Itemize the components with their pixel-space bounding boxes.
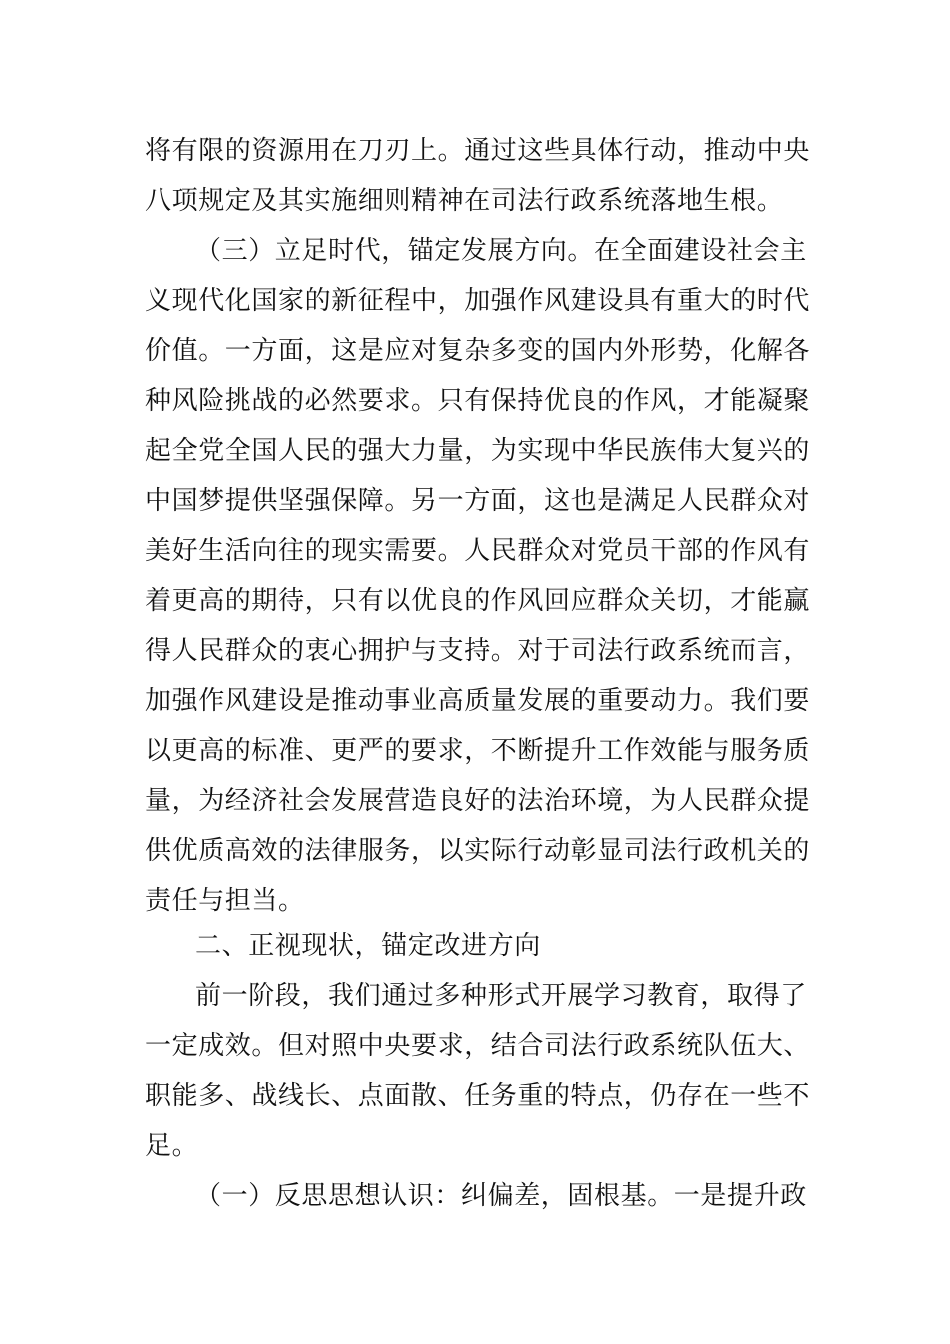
section-heading-1: （一）反思思想认识：纠偏差，固根基。一是提升政 <box>195 1181 807 1211</box>
text-line: 一定成效。但对照中央要求，结合司法行政系统队伍大、 <box>145 1031 811 1061</box>
text-line: 足。 <box>145 1131 199 1161</box>
text-line: 量，为经济社会发展营造良好的法治环境，为人民群众提 <box>145 786 811 816</box>
text-line: 责任与担当。 <box>145 886 305 916</box>
text-line: 前一阶段，我们通过多种形式开展学习教育，取得了 <box>195 981 807 1011</box>
text-line: 供优质高效的法律服务，以实际行动彰显司法行政机关的 <box>145 836 811 866</box>
text-line: 美好生活向往的现实需要。人民群众对党员干部的作风有 <box>145 536 811 566</box>
text-line: 职能多、战线长、点面散、任务重的特点，仍存在一些不 <box>145 1081 811 1111</box>
text-line: 以更高的标准、更严的要求，不断提升工作效能与服务质 <box>145 736 811 766</box>
text-line: 八项规定及其实施细则精神在司法行政系统落地生根。 <box>145 186 784 216</box>
text-line: 将有限的资源用在刀刃上。通过这些具体行动，推动中央 <box>145 136 811 166</box>
text-line: 种风险挑战的必然要求。只有保持优良的作风，才能凝聚 <box>145 386 811 416</box>
text-line: 价值。一方面，这是应对复杂多变的国内外形势，化解各 <box>145 336 811 366</box>
text-line: 义现代化国家的新征程中，加强作风建设具有重大的时代 <box>145 286 811 316</box>
text-line: 着更高的期待，只有以优良的作风回应群众关切，才能赢 <box>145 586 811 616</box>
text-line: 得人民群众的衷心拥护与支持。对于司法行政系统而言， <box>145 636 811 666</box>
text-line: 起全党全国人民的强大力量，为实现中华民族伟大复兴的 <box>145 436 811 466</box>
text-line: 中国梦提供坚强保障。另一方面，这也是满足人民群众对 <box>145 486 811 516</box>
section-heading-3: （三）立足时代，锚定发展方向。在全面建设社会主 <box>195 236 807 266</box>
section-heading-2: 二、正视现状，锚定改进方向 <box>195 931 541 961</box>
text-line: 加强作风建设是推动事业高质量发展的重要动力。我们要 <box>145 686 811 716</box>
